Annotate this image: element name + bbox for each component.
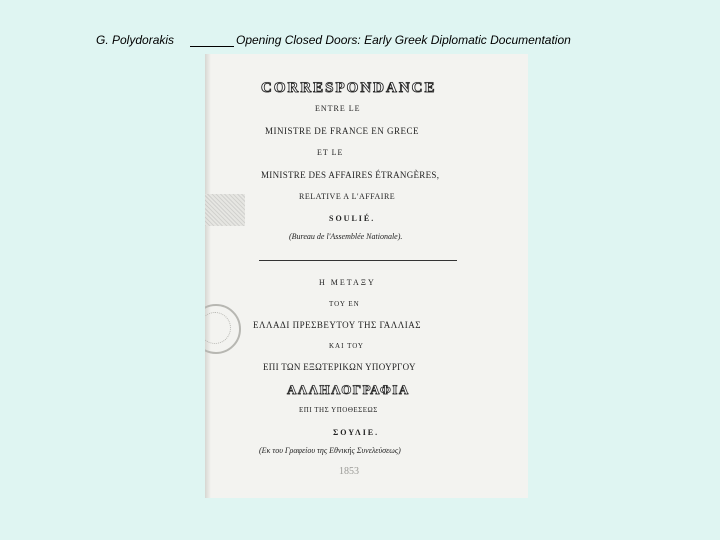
line-soulie-fr: SOULIÉ. [329, 214, 376, 223]
line-et-le: ET LE [317, 148, 344, 157]
line-ypourgou: ΕΠΙ ΤΩΝ ΕΞΩΤΕΡΙΚΩΝ ΥΠΟΥΡΓΟΥ [263, 362, 416, 372]
line-bureau: (Bureau de l'Assemblée Nationale). [289, 232, 403, 241]
title-page-text [205, 54, 528, 498]
author-name: G. Polydorakis [96, 33, 175, 47]
divider-rule [259, 260, 457, 261]
presentation-title: Opening Closed Doors: Early Greek Diplomatic Documentation [236, 33, 571, 47]
line-ministre-affaires: MINISTRE DES AFFAIRES ÉTRANGÈRES, [261, 170, 440, 180]
line-ministre-france: MINISTRE DE FRANCE EN GRECE [265, 126, 420, 136]
line-tou-en: ΤΟΥ ΕΝ [329, 300, 360, 308]
line-year: 1853 [339, 466, 359, 477]
slide-header [0, 33, 720, 51]
heading-correspondance: CORRESPONDANCE [261, 80, 437, 96]
line-presveutou: ΕΛΛΑΔΙ ΠΡΕΣΒΕΥΤΟΥ ΤΗΣ ΓΑΛΛΙΑΣ [253, 320, 422, 330]
line-ek-tou-grafeiou: (Εκ του Γραφείου της Εθνικής Συνελεύσεως) [259, 446, 401, 455]
line-entre-le: ENTRE LE [315, 104, 361, 113]
scanned-document-image [205, 54, 528, 498]
line-metaxy: Η ΜΕΤΑΞΥ [319, 278, 376, 287]
line-kai-tou: ΚΑΙ ΤΟΥ [329, 342, 364, 350]
line-soulie-gr: ΣΟΥΛΙΕ. [333, 428, 380, 437]
line-ypotheseos: ΕΠΙ ΤΗΣ ΥΠΟΘΕΣΕΩΣ [299, 406, 378, 414]
heading-allilografia: ΑΛΛΗΛΟΓΡΑΦΙΑ [287, 382, 410, 397]
line-relative: RELATIVE A L'AFFAIRE [299, 192, 396, 201]
header-underline-gap [190, 46, 234, 47]
